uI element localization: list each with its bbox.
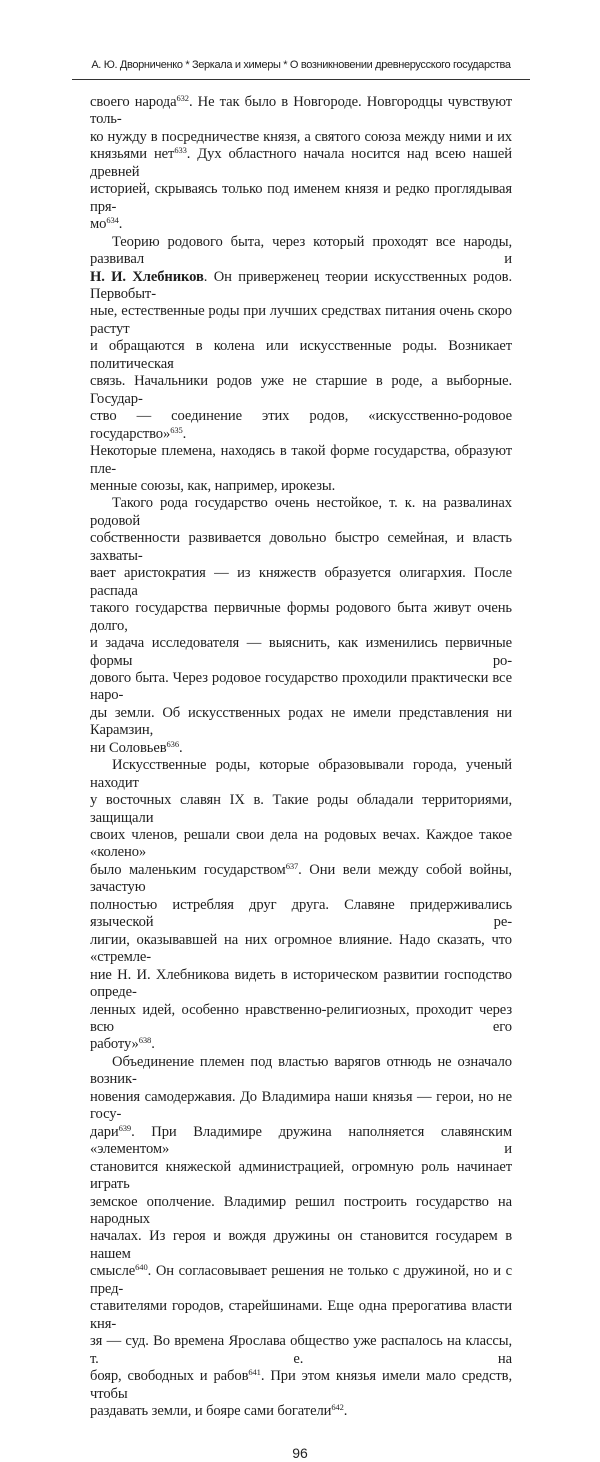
text-line [90, 129, 512, 146]
text-segment: полностью истребляя друг друга. Славяне придерживались языческой ре- [90, 896, 512, 931]
text-line [90, 600, 512, 635]
text-line [90, 740, 512, 757]
paragraph [90, 495, 512, 757]
text-segment: земское ополчение. Владимир решил построить государство на народных [90, 1193, 512, 1227]
footnote-ref: 635 [170, 424, 183, 435]
text-segment: и обращаются в колена или искусственные роды. Возникает политическая [90, 338, 512, 372]
text-segment: ды земли. Об искусственных родах не имели представления ни Карамзин, [90, 704, 512, 739]
text-segment: вает аристократия — из княжеств образуется олигархия. После распада [90, 565, 512, 599]
text-segment: Объединение племен под властью варягов отнюдь не означало возник- [90, 1053, 512, 1088]
running-header: А. Ю. Дворниченко * Зеркала и химеры * О возникновении древнерусского государства [91, 59, 511, 71]
text-segment: новения самодержавия. До Владимира наши князья — герои, но не госу- [90, 1088, 512, 1123]
text-line [90, 1036, 512, 1053]
text-line [90, 530, 512, 565]
text-segment: у восточных славян IX в. Такие роды обладали территориями, защищали [90, 792, 512, 826]
text-line [90, 635, 512, 670]
text-line [90, 495, 512, 530]
text-line [90, 1194, 512, 1229]
text-segment: . [151, 1036, 155, 1053]
text-line [90, 94, 512, 129]
text-line [90, 1263, 512, 1298]
footnote-ref: 634 [106, 215, 119, 226]
text-line [90, 234, 512, 269]
text-segment: ни Соловьев [90, 739, 167, 756]
text-segment: дари [90, 1123, 119, 1140]
text-line [90, 1159, 512, 1194]
text-line [90, 1368, 512, 1403]
text-segment: . [118, 216, 123, 233]
text-segment: . Не так было в Новгороде. Новгородцы чувствуют толь- [90, 94, 512, 128]
text-segment: связь. Начальники родов уже не старшие в роде, а выборные. Государ- [90, 373, 512, 407]
text-line [90, 216, 512, 233]
text-line [90, 1124, 512, 1159]
footnote-ref: 633 [174, 145, 187, 156]
text-line [90, 1002, 512, 1037]
text-segment: ленных идей, особенно нравственно-религиозных, проходит через всю его [90, 1001, 512, 1036]
text-segment: . При этом князья имели мало средств, чтобы [90, 1368, 513, 1402]
text-line [90, 827, 512, 862]
text-segment: Искусственные роды, которые образовывали города, ученый находит [90, 757, 512, 791]
text-segment: зя — суд. Во времена Ярослава общество уже распалось на классы, т. е. на [90, 1333, 512, 1367]
text-segment: ставителями городов, старейшинами. Еще одна прерогатива власти кня- [90, 1298, 512, 1332]
text-segment: . Он приверженец теории искусственных родов. Первобыт- [90, 268, 513, 302]
text-line [90, 565, 512, 600]
text-segment: и задача исследователя — выяснить, как изменились первичные формы ро- [90, 635, 512, 669]
footnote-ref: 636 [166, 738, 179, 749]
paragraph [90, 94, 512, 234]
text-segment: Теорию родового быта, через который проходят все народы, развивал и [90, 233, 512, 268]
text-line [90, 670, 512, 705]
page-number: 96 [292, 1445, 308, 1461]
text-segment: было маленьким государством [90, 861, 286, 878]
text-segment: . Дух областного начала носится над всею нашей древней [90, 146, 512, 180]
text-segment: своего народа [90, 94, 177, 110]
text-line [90, 181, 512, 216]
text-segment: . Он согласовывает решения не только с дружиной, но и с пред- [90, 1263, 512, 1297]
text-line [90, 443, 512, 478]
text-segment: . [182, 425, 187, 442]
footnote-ref: 640 [135, 1262, 148, 1273]
text-line [90, 269, 512, 304]
text-line [90, 338, 512, 373]
text-line [90, 478, 512, 495]
text-line [90, 1054, 512, 1089]
text-line [90, 862, 512, 897]
footnote-ref: 632 [176, 93, 189, 103]
text-line [90, 373, 512, 408]
text-segment: князьями нет [90, 146, 175, 163]
text-line [90, 1403, 512, 1420]
header-rule [72, 79, 530, 80]
text-segment: собственности развивается довольно быстро семейная, и власть захваты- [90, 530, 512, 564]
text-line [90, 146, 512, 181]
text-segment: раздавать земли, и бояре сами богатели [90, 1402, 332, 1419]
page-body [90, 94, 512, 1420]
text-line [90, 408, 512, 443]
text-segment: мо [90, 216, 107, 233]
text-line [90, 1228, 512, 1263]
text-segment: началах. Из героя и вождя дружины он становится государем в нашем [90, 1228, 512, 1262]
paragraph [90, 234, 512, 496]
text-line [90, 1333, 512, 1368]
text-segment: дового быта. Через родовое государство проходили практически все наро- [90, 669, 512, 704]
footnote-ref: 641 [248, 1367, 261, 1378]
text-segment: такого государства первичные формы родового быта живут очень долго, [90, 600, 512, 634]
text-segment: Такого рода государство очень нестойкое, т. к. на развалинах родовой [90, 495, 512, 529]
text-line [90, 897, 512, 932]
text-segment: . Они вели между собой войны, зачастую [90, 861, 512, 896]
footnote-ref: 637 [285, 860, 299, 871]
text-segment: . При Владимире дружина наполняется славянским «элементом» и [90, 1123, 512, 1158]
text-segment: становится княжеской администрацией, огромную роль начинает играть [90, 1158, 512, 1193]
text-segment: работу» [90, 1036, 139, 1053]
footnote-ref: 638 [138, 1035, 152, 1046]
text-line [90, 1089, 512, 1124]
footnote-ref: 639 [118, 1122, 132, 1133]
text-segment: бояр, свободных и рабов [90, 1368, 249, 1385]
text-segment: смысле [90, 1263, 136, 1280]
text-segment: . [343, 1402, 348, 1419]
text-segment: менные союзы, как, например, ирокезы. [90, 477, 336, 494]
text-line [90, 303, 512, 338]
text-segment: лигии, оказывавшей на них огромное влияние. Надо сказать, что «стремле- [90, 931, 512, 966]
text-line [90, 967, 512, 1002]
bold-name: Н. И. Хлебников [90, 268, 204, 285]
footnote-ref: 642 [331, 1401, 344, 1412]
text-segment: ко нужду в посредничестве князя, а святого союза между ними и их [90, 128, 512, 145]
text-segment: ство — соединение этих родов, «искусственно-родовое государство» [90, 408, 512, 442]
text-segment: историей, скрываясь только под именем князя и редко проглядывая пря- [90, 181, 512, 215]
text-segment: своих членов, решали свои дела на родовых вечах. Каждое такое «колено» [90, 827, 512, 861]
paragraph [90, 1054, 512, 1421]
text-line [90, 792, 512, 827]
text-line [90, 705, 512, 740]
text-segment: . [178, 739, 183, 756]
text-line [90, 1298, 512, 1333]
paragraph [90, 757, 512, 1054]
text-segment: ние Н. И. Хлебникова видеть в историческом развитии господство опреде- [90, 966, 512, 1001]
text-line [90, 757, 512, 792]
text-line [90, 932, 512, 967]
text-segment: ные, естественные роды при лучших средствах питания очень скоро растут [90, 303, 512, 337]
text-segment: Некоторые племена, находясь в такой форме государства, образуют пле- [90, 443, 512, 477]
